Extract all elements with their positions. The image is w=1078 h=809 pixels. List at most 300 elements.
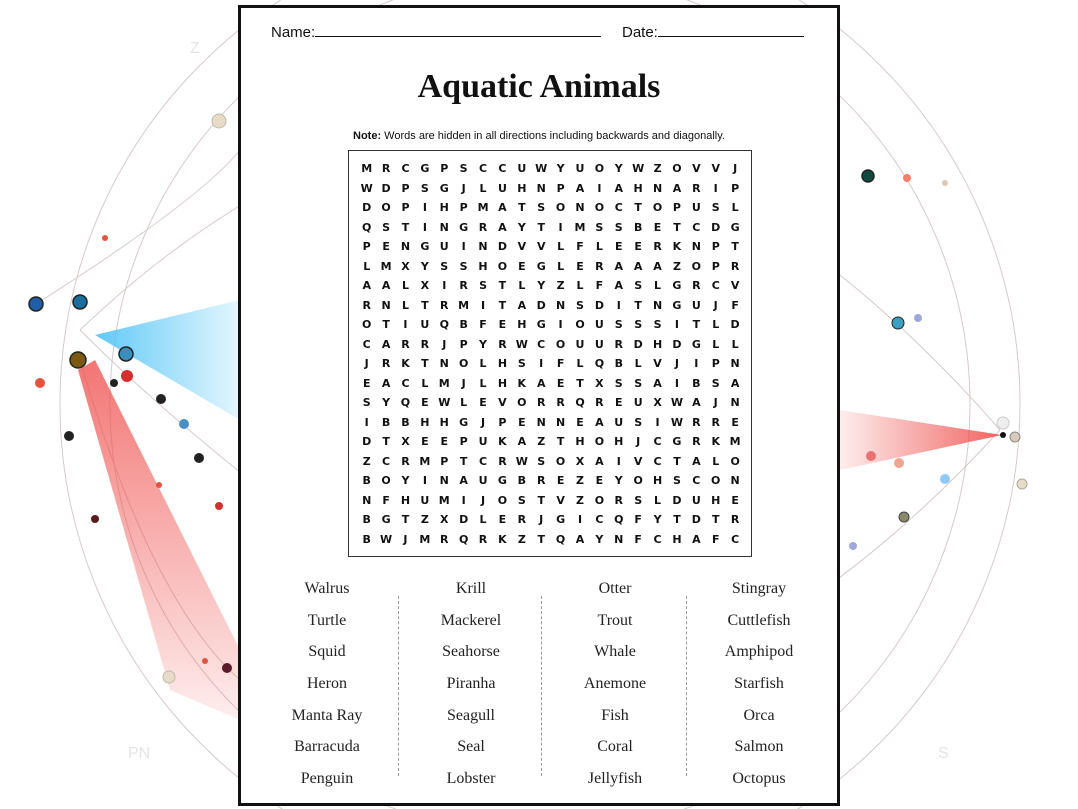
grid-letter[interactable]: F [634, 513, 642, 526]
grid-letter[interactable]: T [498, 279, 507, 292]
grid-letter[interactable]: S [672, 474, 681, 487]
grid-letter[interactable]: V [498, 396, 507, 409]
grid-letter[interactable]: R [459, 279, 468, 292]
grid-letter[interactable]: D [459, 513, 469, 526]
grid-letter[interactable]: W [670, 415, 684, 429]
grid-letter[interactable]: S [634, 493, 643, 507]
grid-letter[interactable]: G [459, 415, 469, 429]
grid-letter[interactable]: I [422, 220, 427, 234]
grid-letter[interactable]: O [594, 201, 605, 214]
grid-letter[interactable]: L [479, 357, 487, 370]
grid-letter[interactable]: T [692, 318, 701, 331]
grid-letter[interactable]: M [729, 435, 741, 448]
grid-letter[interactable]: J [461, 181, 466, 195]
grid-letter[interactable]: T [634, 201, 642, 214]
grid-letter[interactable]: S [595, 220, 604, 234]
grid-letter[interactable]: K [672, 240, 682, 253]
grid-letter[interactable]: O [691, 259, 702, 273]
grid-letter[interactable]: R [730, 513, 740, 526]
grid-letter[interactable]: H [517, 181, 527, 195]
grid-letter[interactable]: C [479, 162, 488, 175]
grid-letter[interactable]: T [537, 532, 545, 546]
grid-letter[interactable]: G [536, 318, 546, 331]
grid-letter[interactable]: Z [576, 493, 584, 507]
grid-letter[interactable]: O [517, 396, 527, 409]
grid-letter[interactable]: H [497, 376, 508, 390]
grid-letter[interactable]: S [420, 181, 429, 195]
grid-letter[interactable]: E [576, 259, 584, 273]
grid-letter[interactable]: C [401, 162, 410, 175]
grid-letter[interactable]: P [672, 201, 681, 214]
grid-letter[interactable]: Y [614, 162, 623, 175]
grid-letter[interactable]: O [497, 259, 508, 273]
grid-letter[interactable]: Z [576, 474, 584, 487]
grid-letter[interactable]: K [498, 435, 507, 448]
grid-letter[interactable]: W [515, 454, 528, 468]
grid-letter[interactable]: B [692, 376, 701, 390]
grid-letter[interactable]: N [439, 357, 449, 370]
grid-letter[interactable]: Y [420, 259, 429, 273]
grid-letter[interactable]: V [653, 357, 662, 370]
grid-letter[interactable]: E [653, 220, 662, 234]
grid-letter[interactable]: A [692, 396, 701, 409]
grid-letter[interactable]: S [576, 298, 584, 312]
grid-letter[interactable]: N [652, 181, 663, 195]
grid-letter[interactable]: S [537, 201, 546, 214]
grid-letter[interactable]: X [653, 396, 662, 409]
grid-letter[interactable]: E [421, 435, 429, 448]
grid-letter[interactable]: T [459, 454, 468, 468]
grid-letter[interactable]: X [595, 376, 604, 390]
grid-letter[interactable]: U [517, 162, 527, 175]
grid-letter[interactable]: C [653, 454, 662, 468]
grid-letter[interactable]: A [614, 279, 624, 292]
grid-letter[interactable]: X [401, 259, 410, 273]
grid-letter[interactable]: S [634, 279, 643, 292]
grid-letter[interactable]: J [461, 376, 466, 390]
grid-letter[interactable]: F [556, 357, 565, 370]
grid-letter[interactable]: Z [517, 532, 526, 546]
grid-letter[interactable]: D [691, 513, 701, 526]
grid-letter[interactable]: D [730, 318, 740, 331]
grid-letter[interactable]: R [692, 435, 701, 448]
grid-letter[interactable]: H [652, 337, 663, 351]
grid-letter[interactable]: O [497, 493, 508, 507]
grid-letter[interactable]: T [401, 220, 410, 234]
grid-letter[interactable]: R [517, 513, 527, 526]
grid-letter[interactable]: T [576, 376, 584, 390]
grid-letter[interactable]: R [536, 396, 546, 409]
grid-letter[interactable]: L [460, 396, 468, 409]
grid-letter[interactable]: M [574, 220, 586, 234]
grid-letter[interactable]: I [558, 220, 563, 234]
grid-letter[interactable]: N [381, 298, 391, 312]
grid-letter[interactable]: G [730, 220, 740, 234]
grid-letter[interactable]: C [653, 532, 662, 546]
grid-letter[interactable]: E [479, 396, 487, 409]
grid-letter[interactable]: T [382, 318, 390, 331]
grid-letter[interactable]: E [498, 318, 507, 331]
grid-letter[interactable]: Z [362, 454, 371, 468]
grid-letter[interactable]: I [558, 318, 563, 331]
grid-letter[interactable]: A [653, 376, 662, 390]
grid-letter[interactable]: U [420, 493, 430, 507]
grid-letter[interactable]: N [478, 240, 488, 253]
grid-letter[interactable]: U [439, 240, 449, 253]
grid-letter[interactable]: I [442, 279, 447, 292]
grid-letter[interactable]: H [575, 435, 585, 448]
grid-letter[interactable]: O [381, 201, 391, 214]
grid-letter[interactable]: I [655, 415, 660, 429]
grid-letter[interactable]: Y [401, 474, 410, 487]
grid-letter[interactable]: A [575, 532, 585, 546]
grid-letter[interactable]: S [634, 415, 643, 429]
grid-letter[interactable]: N [614, 532, 624, 546]
grid-letter[interactable]: U [691, 493, 701, 507]
grid-letter[interactable]: A [517, 435, 527, 448]
grid-letter[interactable]: C [498, 162, 507, 175]
grid-letter[interactable]: E [634, 240, 642, 253]
grid-letter[interactable]: H [633, 181, 643, 195]
grid-letter[interactable]: R [536, 474, 546, 487]
grid-letter[interactable]: N [730, 474, 740, 487]
grid-letter[interactable]: G [459, 220, 469, 234]
grid-letter[interactable]: F [479, 318, 487, 331]
grid-letter[interactable]: G [536, 259, 546, 273]
grid-letter[interactable]: R [362, 298, 371, 312]
grid-letter[interactable]: H [439, 201, 449, 214]
grid-letter[interactable]: E [498, 513, 507, 526]
grid-letter[interactable]: B [362, 513, 371, 526]
grid-letter[interactable]: T [673, 220, 681, 234]
grid-letter[interactable]: I [713, 181, 718, 195]
grid-letter[interactable]: S [711, 201, 720, 214]
grid-letter[interactable]: M [380, 259, 392, 273]
grid-letter[interactable]: U [594, 337, 604, 351]
grid-letter[interactable]: I [364, 415, 369, 429]
grid-letter[interactable]: Y [556, 162, 565, 175]
grid-letter[interactable]: G [672, 435, 682, 448]
grid-letter[interactable]: T [711, 513, 720, 526]
grid-letter[interactable]: L [634, 357, 642, 370]
grid-letter[interactable]: S [614, 220, 623, 234]
grid-letter[interactable]: Z [653, 162, 662, 175]
grid-letter[interactable]: R [653, 240, 662, 253]
grid-letter[interactable]: A [575, 181, 585, 195]
grid-letter[interactable]: M [419, 454, 431, 468]
grid-letter[interactable]: E [421, 396, 429, 409]
grid-letter[interactable]: O [362, 318, 372, 331]
grid-letter[interactable]: L [518, 279, 526, 292]
grid-letter[interactable]: L [731, 201, 739, 214]
grid-letter[interactable]: B [401, 415, 410, 429]
grid-letter[interactable]: Z [556, 279, 565, 292]
grid-letter[interactable]: A [614, 259, 624, 273]
grid-letter[interactable]: T [537, 220, 545, 234]
grid-letter[interactable]: H [400, 493, 411, 507]
grid-letter[interactable]: H [420, 415, 430, 429]
grid-letter[interactable]: O [672, 162, 682, 175]
grid-letter[interactable]: O [555, 454, 566, 468]
grid-letter[interactable]: O [458, 357, 469, 370]
grid-letter[interactable]: A [595, 454, 604, 468]
grid-letter[interactable]: C [692, 220, 701, 234]
grid-letter[interactable]: L [401, 279, 409, 292]
grid-letter[interactable]: K [498, 532, 507, 546]
grid-letter[interactable]: H [711, 493, 721, 507]
grid-letter[interactable]: S [459, 259, 468, 273]
grid-letter[interactable]: N [536, 181, 546, 195]
grid-letter[interactable]: A [362, 279, 371, 292]
grid-letter[interactable]: R [711, 415, 720, 429]
grid-letter[interactable]: N [555, 298, 566, 312]
grid-letter[interactable]: T [673, 454, 681, 468]
date-blank-line[interactable] [658, 22, 804, 37]
grid-letter[interactable]: P [731, 181, 740, 195]
grid-letter[interactable]: I [539, 357, 544, 370]
grid-letter[interactable]: R [498, 337, 507, 351]
grid-letter[interactable]: U [691, 201, 701, 214]
grid-letter[interactable]: N [652, 298, 663, 312]
grid-letter[interactable]: U [614, 415, 624, 429]
grid-letter[interactable]: A [381, 279, 391, 292]
grid-letter[interactable]: P [440, 162, 449, 175]
grid-letter[interactable]: M [438, 376, 450, 390]
grid-letter[interactable]: T [382, 435, 390, 448]
grid-letter[interactable]: C [401, 376, 410, 390]
grid-letter[interactable]: I [616, 454, 621, 468]
grid-letter[interactable]: Y [614, 474, 623, 487]
grid-letter[interactable]: E [615, 240, 623, 253]
grid-letter[interactable]: D [362, 435, 372, 448]
grid-letter[interactable]: J [403, 532, 408, 546]
grid-letter[interactable]: I [674, 376, 679, 390]
grid-letter[interactable]: J [733, 162, 738, 175]
grid-letter[interactable]: L [479, 513, 487, 526]
grid-letter[interactable]: C [653, 435, 662, 448]
grid-letter[interactable]: P [401, 201, 410, 214]
grid-letter[interactable]: E [556, 474, 565, 487]
grid-letter[interactable]: L [557, 259, 565, 273]
grid-letter[interactable]: J [539, 513, 544, 526]
grid-letter[interactable]: V [517, 240, 527, 253]
grid-letter[interactable]: H [497, 357, 508, 370]
grid-letter[interactable]: I [694, 357, 699, 370]
grid-letter[interactable]: R [730, 259, 740, 273]
grid-letter[interactable]: V [556, 493, 565, 507]
grid-letter[interactable]: I [422, 201, 427, 214]
grid-letter[interactable]: A [517, 298, 527, 312]
grid-letter[interactable]: G [420, 240, 430, 253]
grid-letter[interactable]: A [381, 337, 391, 351]
grid-letter[interactable]: M [438, 493, 450, 507]
grid-letter[interactable]: C [692, 474, 701, 487]
grid-letter[interactable]: C [382, 454, 391, 468]
grid-letter[interactable]: I [616, 298, 621, 312]
grid-letter[interactable]: V [730, 279, 740, 292]
grid-letter[interactable]: M [361, 162, 373, 175]
grid-letter[interactable]: S [634, 376, 643, 390]
grid-letter[interactable]: A [692, 532, 701, 546]
grid-letter[interactable]: J [480, 493, 486, 507]
grid-letter[interactable]: E [595, 474, 604, 487]
grid-letter[interactable]: O [575, 318, 585, 331]
grid-letter[interactable]: G [381, 513, 391, 526]
grid-letter[interactable]: G [672, 279, 682, 292]
grid-letter[interactable]: E [518, 415, 526, 429]
grid-letter[interactable]: J [674, 357, 679, 370]
grid-letter[interactable]: G [420, 162, 430, 175]
grid-letter[interactable]: K [711, 435, 720, 448]
grid-letter[interactable]: T [731, 240, 739, 253]
grid-letter[interactable]: B [459, 318, 468, 331]
grid-letter[interactable]: T [498, 298, 507, 312]
grid-letter[interactable]: B [362, 474, 371, 487]
grid-letter[interactable]: Y [595, 532, 604, 546]
grid-letter[interactable]: O [555, 337, 566, 351]
grid-letter[interactable]: G [672, 298, 682, 312]
grid-letter[interactable]: R [614, 337, 624, 351]
grid-letter[interactable]: O [594, 162, 605, 175]
grid-letter[interactable]: D [594, 298, 604, 312]
grid-letter[interactable]: W [438, 396, 451, 409]
grid-letter[interactable]: D [381, 181, 391, 195]
grid-letter[interactable]: O [555, 201, 566, 214]
grid-letter[interactable]: S [537, 454, 546, 468]
grid-letter[interactable]: Q [439, 318, 449, 331]
grid-letter[interactable]: F [576, 240, 584, 253]
grid-letter[interactable]: Q [458, 532, 469, 546]
grid-letter[interactable]: B [633, 220, 643, 234]
grid-letter[interactable]: R [420, 337, 430, 351]
grid-letter[interactable]: R [478, 220, 488, 234]
grid-letter[interactable]: G [439, 181, 449, 195]
grid-letter[interactable]: O [381, 474, 391, 487]
grid-letter[interactable]: O [730, 454, 740, 468]
grid-letter[interactable]: F [711, 532, 720, 546]
grid-letter[interactable]: E [382, 240, 390, 253]
grid-letter[interactable]: S [517, 493, 526, 507]
grid-letter[interactable]: N [362, 493, 372, 507]
grid-letter[interactable]: I [461, 240, 466, 253]
grid-letter[interactable]: B [614, 357, 623, 370]
grid-letter[interactable]: I [403, 318, 408, 331]
name-blank-line[interactable] [315, 22, 601, 37]
grid-letter[interactable]: E [615, 396, 623, 409]
grid-letter[interactable]: V [633, 454, 643, 468]
grid-letter[interactable]: P [556, 181, 565, 195]
grid-letter[interactable]: S [614, 318, 623, 331]
grid-letter[interactable]: J [713, 396, 718, 409]
grid-letter[interactable]: I [480, 298, 486, 312]
grid-letter[interactable]: O [652, 201, 663, 214]
grid-letter[interactable]: S [440, 259, 449, 273]
grid-letter[interactable]: R [692, 279, 701, 292]
grid-letter[interactable]: T [421, 298, 429, 312]
grid-letter[interactable]: A [672, 181, 682, 195]
grid-letter[interactable]: L [654, 493, 662, 507]
grid-letter[interactable]: L [479, 181, 487, 195]
grid-letter[interactable]: Y [537, 279, 546, 292]
grid-letter[interactable]: R [381, 357, 391, 370]
grid-letter[interactable]: L [712, 318, 720, 331]
grid-letter[interactable]: Q [555, 532, 566, 546]
grid-letter[interactable]: N [555, 415, 566, 429]
grid-letter[interactable]: Z [537, 435, 546, 448]
grid-letter[interactable]: R [595, 259, 604, 273]
date-field[interactable] [622, 22, 804, 41]
grid-letter[interactable]: R [556, 396, 565, 409]
grid-letter[interactable]: E [556, 376, 565, 390]
grid-letter[interactable]: Y [653, 513, 662, 526]
grid-letter[interactable]: T [401, 513, 410, 526]
grid-letter[interactable]: D [362, 201, 372, 214]
grid-letter[interactable]: J [713, 298, 718, 312]
grid-letter[interactable]: U [594, 318, 604, 331]
grid-letter[interactable]: C [711, 279, 720, 292]
grid-letter[interactable]: O [711, 474, 721, 487]
grid-letter[interactable]: W [360, 181, 373, 195]
grid-letter[interactable]: A [536, 376, 546, 390]
grid-letter[interactable]: Y [479, 337, 488, 351]
grid-letter[interactable]: E [731, 493, 739, 507]
grid-letter[interactable]: P [440, 454, 449, 468]
grid-letter[interactable]: P [459, 201, 468, 214]
grid-letter[interactable]: T [421, 357, 429, 370]
grid-letter[interactable]: J [442, 337, 447, 351]
grid-letter[interactable]: H [517, 318, 527, 331]
grid-letter[interactable]: H [672, 532, 682, 546]
grid-letter[interactable]: T [518, 201, 526, 214]
grid-letter[interactable]: W [515, 337, 528, 351]
grid-letter[interactable]: S [634, 318, 643, 331]
grid-letter[interactable]: G [691, 337, 701, 351]
grid-letter[interactable]: U [575, 162, 585, 175]
grid-letter[interactable]: A [614, 181, 624, 195]
grid-letter[interactable]: R [478, 532, 488, 546]
grid-letter[interactable]: L [712, 337, 720, 351]
grid-letter[interactable]: Q [575, 396, 585, 409]
grid-letter[interactable]: J [480, 415, 486, 429]
grid-letter[interactable]: P [711, 259, 720, 273]
grid-letter[interactable]: C [595, 513, 604, 526]
grid-letter[interactable]: N [730, 396, 740, 409]
grid-letter[interactable]: S [614, 376, 623, 390]
grid-letter[interactable]: U [575, 337, 585, 351]
grid-letter[interactable]: S [479, 279, 487, 292]
grid-letter[interactable]: R [595, 396, 604, 409]
grid-letter[interactable]: H [478, 259, 488, 273]
grid-letter[interactable]: R [381, 162, 391, 175]
grid-letter[interactable]: O [594, 493, 605, 507]
grid-letter[interactable]: N [536, 415, 546, 429]
grid-letter[interactable]: S [362, 396, 371, 409]
grid-letter[interactable]: T [634, 298, 642, 312]
grid-letter[interactable]: D [672, 493, 682, 507]
grid-letter[interactable]: A [692, 454, 701, 468]
grid-letter[interactable]: I [461, 493, 466, 507]
grid-letter[interactable]: I [422, 474, 427, 487]
grid-letter[interactable]: R [614, 493, 624, 507]
grid-letter[interactable]: A [595, 415, 604, 429]
grid-letter[interactable]: L [363, 259, 371, 273]
grid-letter[interactable]: I [577, 513, 583, 526]
grid-letter[interactable]: O [594, 435, 605, 448]
grid-letter[interactable]: N [691, 240, 701, 253]
grid-letter[interactable]: U [633, 396, 643, 409]
grid-letter[interactable]: R [440, 298, 449, 312]
grid-letter[interactable]: N [439, 220, 449, 234]
